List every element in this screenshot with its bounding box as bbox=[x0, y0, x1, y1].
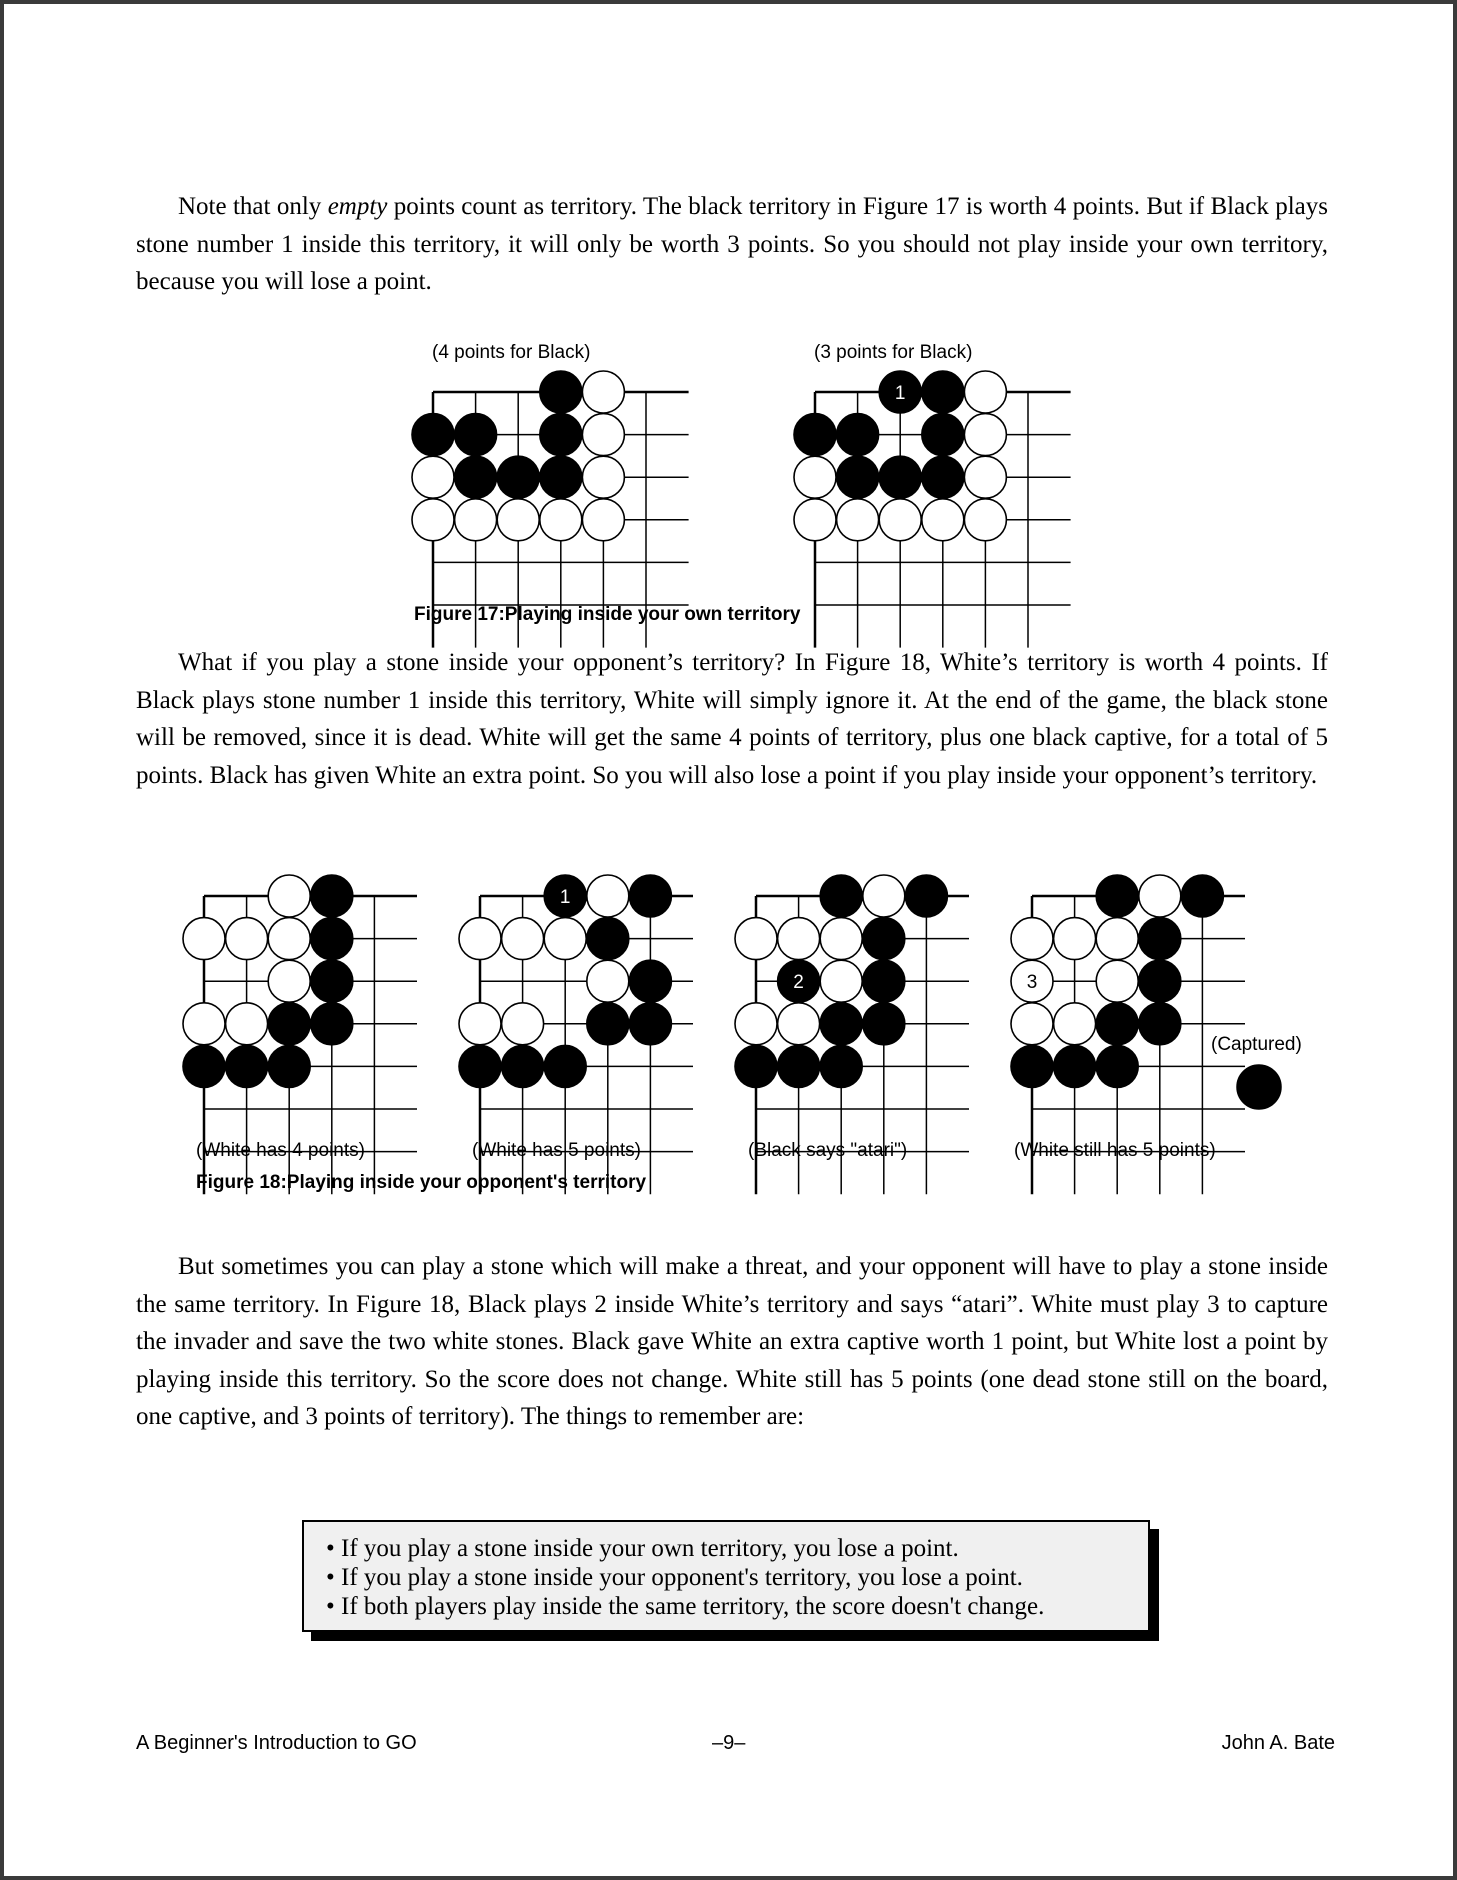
white-stone bbox=[735, 1003, 777, 1045]
black-stone bbox=[922, 371, 964, 413]
black-stone bbox=[502, 1045, 544, 1087]
white-stone bbox=[863, 875, 905, 917]
white-stone bbox=[794, 456, 836, 498]
footer-page-number: –9– bbox=[712, 1732, 746, 1754]
figure-17-title: Figure 17:Playing inside your own territory bbox=[414, 604, 801, 625]
white-stone bbox=[820, 918, 862, 960]
black-stone bbox=[629, 875, 671, 917]
white-stone bbox=[1096, 960, 1138, 1002]
black-stone bbox=[455, 414, 497, 456]
black-stone bbox=[311, 1003, 353, 1045]
black-stone bbox=[863, 918, 905, 960]
white-stone bbox=[1096, 918, 1138, 960]
figure-18-title: Figure 18:Playing inside your opponent's territory bbox=[196, 1172, 647, 1193]
black-stone bbox=[497, 456, 539, 498]
white-stone bbox=[183, 918, 225, 960]
black-stone bbox=[587, 1003, 629, 1045]
black-stone bbox=[629, 960, 671, 1002]
black-stone bbox=[863, 1003, 905, 1045]
black-stone bbox=[268, 1045, 310, 1087]
fig18-caption-4: (White still has 5 points) bbox=[1014, 1140, 1216, 1161]
black-stone bbox=[1096, 1045, 1138, 1087]
white-stone bbox=[1011, 1003, 1053, 1045]
black-stone bbox=[837, 456, 879, 498]
white-stone bbox=[502, 918, 544, 960]
white-stone bbox=[183, 1003, 225, 1045]
black-stone bbox=[922, 414, 964, 456]
fig17-caption-1: (4 points for Black) bbox=[432, 342, 591, 363]
white-stone bbox=[459, 1003, 501, 1045]
black-stone bbox=[1011, 1045, 1053, 1087]
move-number-label: 1 bbox=[559, 887, 571, 908]
black-stone bbox=[1096, 1003, 1138, 1045]
black-stone bbox=[540, 371, 582, 413]
white-stone bbox=[922, 499, 964, 541]
fig18-board-3 bbox=[732, 874, 962, 1114]
fig18-caption-1: (White has 4 points) bbox=[196, 1140, 365, 1161]
move-number-label: 3 bbox=[1026, 972, 1038, 994]
white-stone bbox=[879, 499, 921, 541]
footer-author: John A. Bate bbox=[1221, 1732, 1335, 1754]
fig17-caption-2: (3 points for Black) bbox=[814, 342, 973, 363]
white-stone bbox=[412, 499, 454, 541]
summary-box bbox=[302, 1520, 1150, 1632]
white-stone bbox=[455, 499, 497, 541]
black-stone bbox=[1096, 875, 1138, 917]
white-stone bbox=[226, 1003, 268, 1045]
white-stone bbox=[1011, 918, 1053, 960]
summary-item: • If both players play inside the same territory, the score doesn't change. bbox=[326, 1592, 1126, 1621]
footer-book-title: A Beginner's Introduction to GO bbox=[136, 1732, 417, 1754]
white-stone bbox=[964, 371, 1006, 413]
black-stone bbox=[879, 456, 921, 498]
white-stone bbox=[587, 960, 629, 1002]
white-stone bbox=[587, 875, 629, 917]
black-stone bbox=[794, 414, 836, 456]
black-stone bbox=[629, 1003, 671, 1045]
white-stone bbox=[582, 414, 624, 456]
black-stone bbox=[820, 1003, 862, 1045]
emphasis-empty: empty bbox=[327, 193, 388, 220]
paragraph-1-text-b: points count as territory. The black territory in Figure 17 is worth 4 points. But if Black plays stone number 1 inside this territory, it will only be worth 3 points. So you should not play inside your own territory, because you will lose a point. bbox=[136, 193, 1328, 295]
white-stone bbox=[268, 918, 310, 960]
white-stone bbox=[778, 918, 820, 960]
black-stone bbox=[1181, 875, 1223, 917]
move-number-label: 1 bbox=[894, 383, 906, 404]
white-stone bbox=[778, 1003, 820, 1045]
paragraph-3 bbox=[136, 1248, 1328, 1436]
black-stone bbox=[587, 918, 629, 960]
white-stone bbox=[582, 456, 624, 498]
white-stone bbox=[837, 499, 879, 541]
white-stone bbox=[964, 414, 1006, 456]
black-stone bbox=[837, 414, 879, 456]
black-stone bbox=[311, 918, 353, 960]
paragraph-3-text: But sometimes you can play a stone which will make a threat, and your opponent will have to play a stone inside the same territory. In Figure 18, Black plays 2 inside White’s territory and says “atari”. White must play 3 to capture the invader and save the two white stones. Black gave White an extra captive worth 1 point, but White lost a point by playing inside this territory. So the score does not change. White still has 5 points (one dead stone still on the board, one captive, and 3 points of territory). The things to remember are: bbox=[136, 1253, 1328, 1430]
captured-stone bbox=[1234, 1062, 1284, 1112]
paragraph-2 bbox=[136, 644, 1328, 794]
black-stone bbox=[778, 1045, 820, 1087]
white-stone bbox=[582, 371, 624, 413]
white-stone bbox=[268, 960, 310, 1002]
black-stone bbox=[183, 1045, 225, 1087]
white-stone bbox=[1054, 1003, 1096, 1045]
fig18-board-4 bbox=[1008, 874, 1238, 1114]
black-stone bbox=[268, 1003, 310, 1045]
fig18-caption-2: (White has 5 points) bbox=[472, 1140, 641, 1161]
white-stone bbox=[964, 456, 1006, 498]
white-stone bbox=[497, 499, 539, 541]
white-stone bbox=[544, 918, 586, 960]
summary-item: • If you play a stone inside your own territory, you lose a point. bbox=[326, 1534, 1126, 1563]
move-number-label: 2 bbox=[793, 972, 804, 994]
white-stone bbox=[502, 1003, 544, 1045]
black-stone bbox=[544, 1045, 586, 1087]
white-stone bbox=[582, 499, 624, 541]
white-stone bbox=[820, 960, 862, 1002]
fig18-board-2 bbox=[456, 874, 686, 1114]
fig17-board-2 bbox=[791, 372, 1057, 586]
black-stone bbox=[1139, 918, 1181, 960]
paragraph-1 bbox=[136, 188, 1328, 301]
fig17-board-1 bbox=[409, 372, 675, 586]
black-stone bbox=[1139, 1003, 1181, 1045]
white-stone bbox=[412, 456, 454, 498]
black-stone bbox=[540, 456, 582, 498]
black-stone bbox=[311, 960, 353, 1002]
black-stone bbox=[820, 875, 862, 917]
white-stone bbox=[964, 499, 1006, 541]
white-stone bbox=[1139, 875, 1181, 917]
summary-item: • If you play a stone inside your opponent's territory, you lose a point. bbox=[326, 1563, 1126, 1592]
white-stone bbox=[794, 499, 836, 541]
paragraph-1-text-a: Note that only bbox=[178, 193, 328, 220]
black-stone bbox=[540, 414, 582, 456]
black-stone bbox=[735, 1045, 777, 1087]
white-stone bbox=[540, 499, 582, 541]
fig18-board-1 bbox=[180, 874, 410, 1114]
black-stone bbox=[905, 875, 947, 917]
white-stone bbox=[226, 918, 268, 960]
white-stone bbox=[268, 875, 310, 917]
black-stone bbox=[820, 1045, 862, 1087]
black-stone bbox=[922, 456, 964, 498]
black-stone bbox=[226, 1045, 268, 1087]
black-stone bbox=[459, 1045, 501, 1087]
black-stone bbox=[412, 414, 454, 456]
captured-label: (Captured) bbox=[1211, 1034, 1302, 1055]
black-stone bbox=[311, 875, 353, 917]
white-stone bbox=[459, 918, 501, 960]
black-stone bbox=[863, 960, 905, 1002]
paragraph-2-text: What if you play a stone inside your opponent’s territory? In Figure 18, White’s territory is worth 4 points. If Black plays stone number 1 inside this territory, White will simply ignore it. At the end of the game, the black stone will be removed, since it is dead. White will get the same 4 points of territory, plus one black captive, for a total of 5 points. Black has given White an extra point. So you will also lose a point if you play inside your opponent’s territory. bbox=[136, 649, 1328, 789]
black-stone bbox=[1054, 1045, 1096, 1087]
white-stone bbox=[735, 918, 777, 960]
black-stone bbox=[455, 456, 497, 498]
fig18-caption-3: (Black says "atari") bbox=[748, 1140, 908, 1161]
black-stone bbox=[1139, 960, 1181, 1002]
white-stone bbox=[1054, 918, 1096, 960]
